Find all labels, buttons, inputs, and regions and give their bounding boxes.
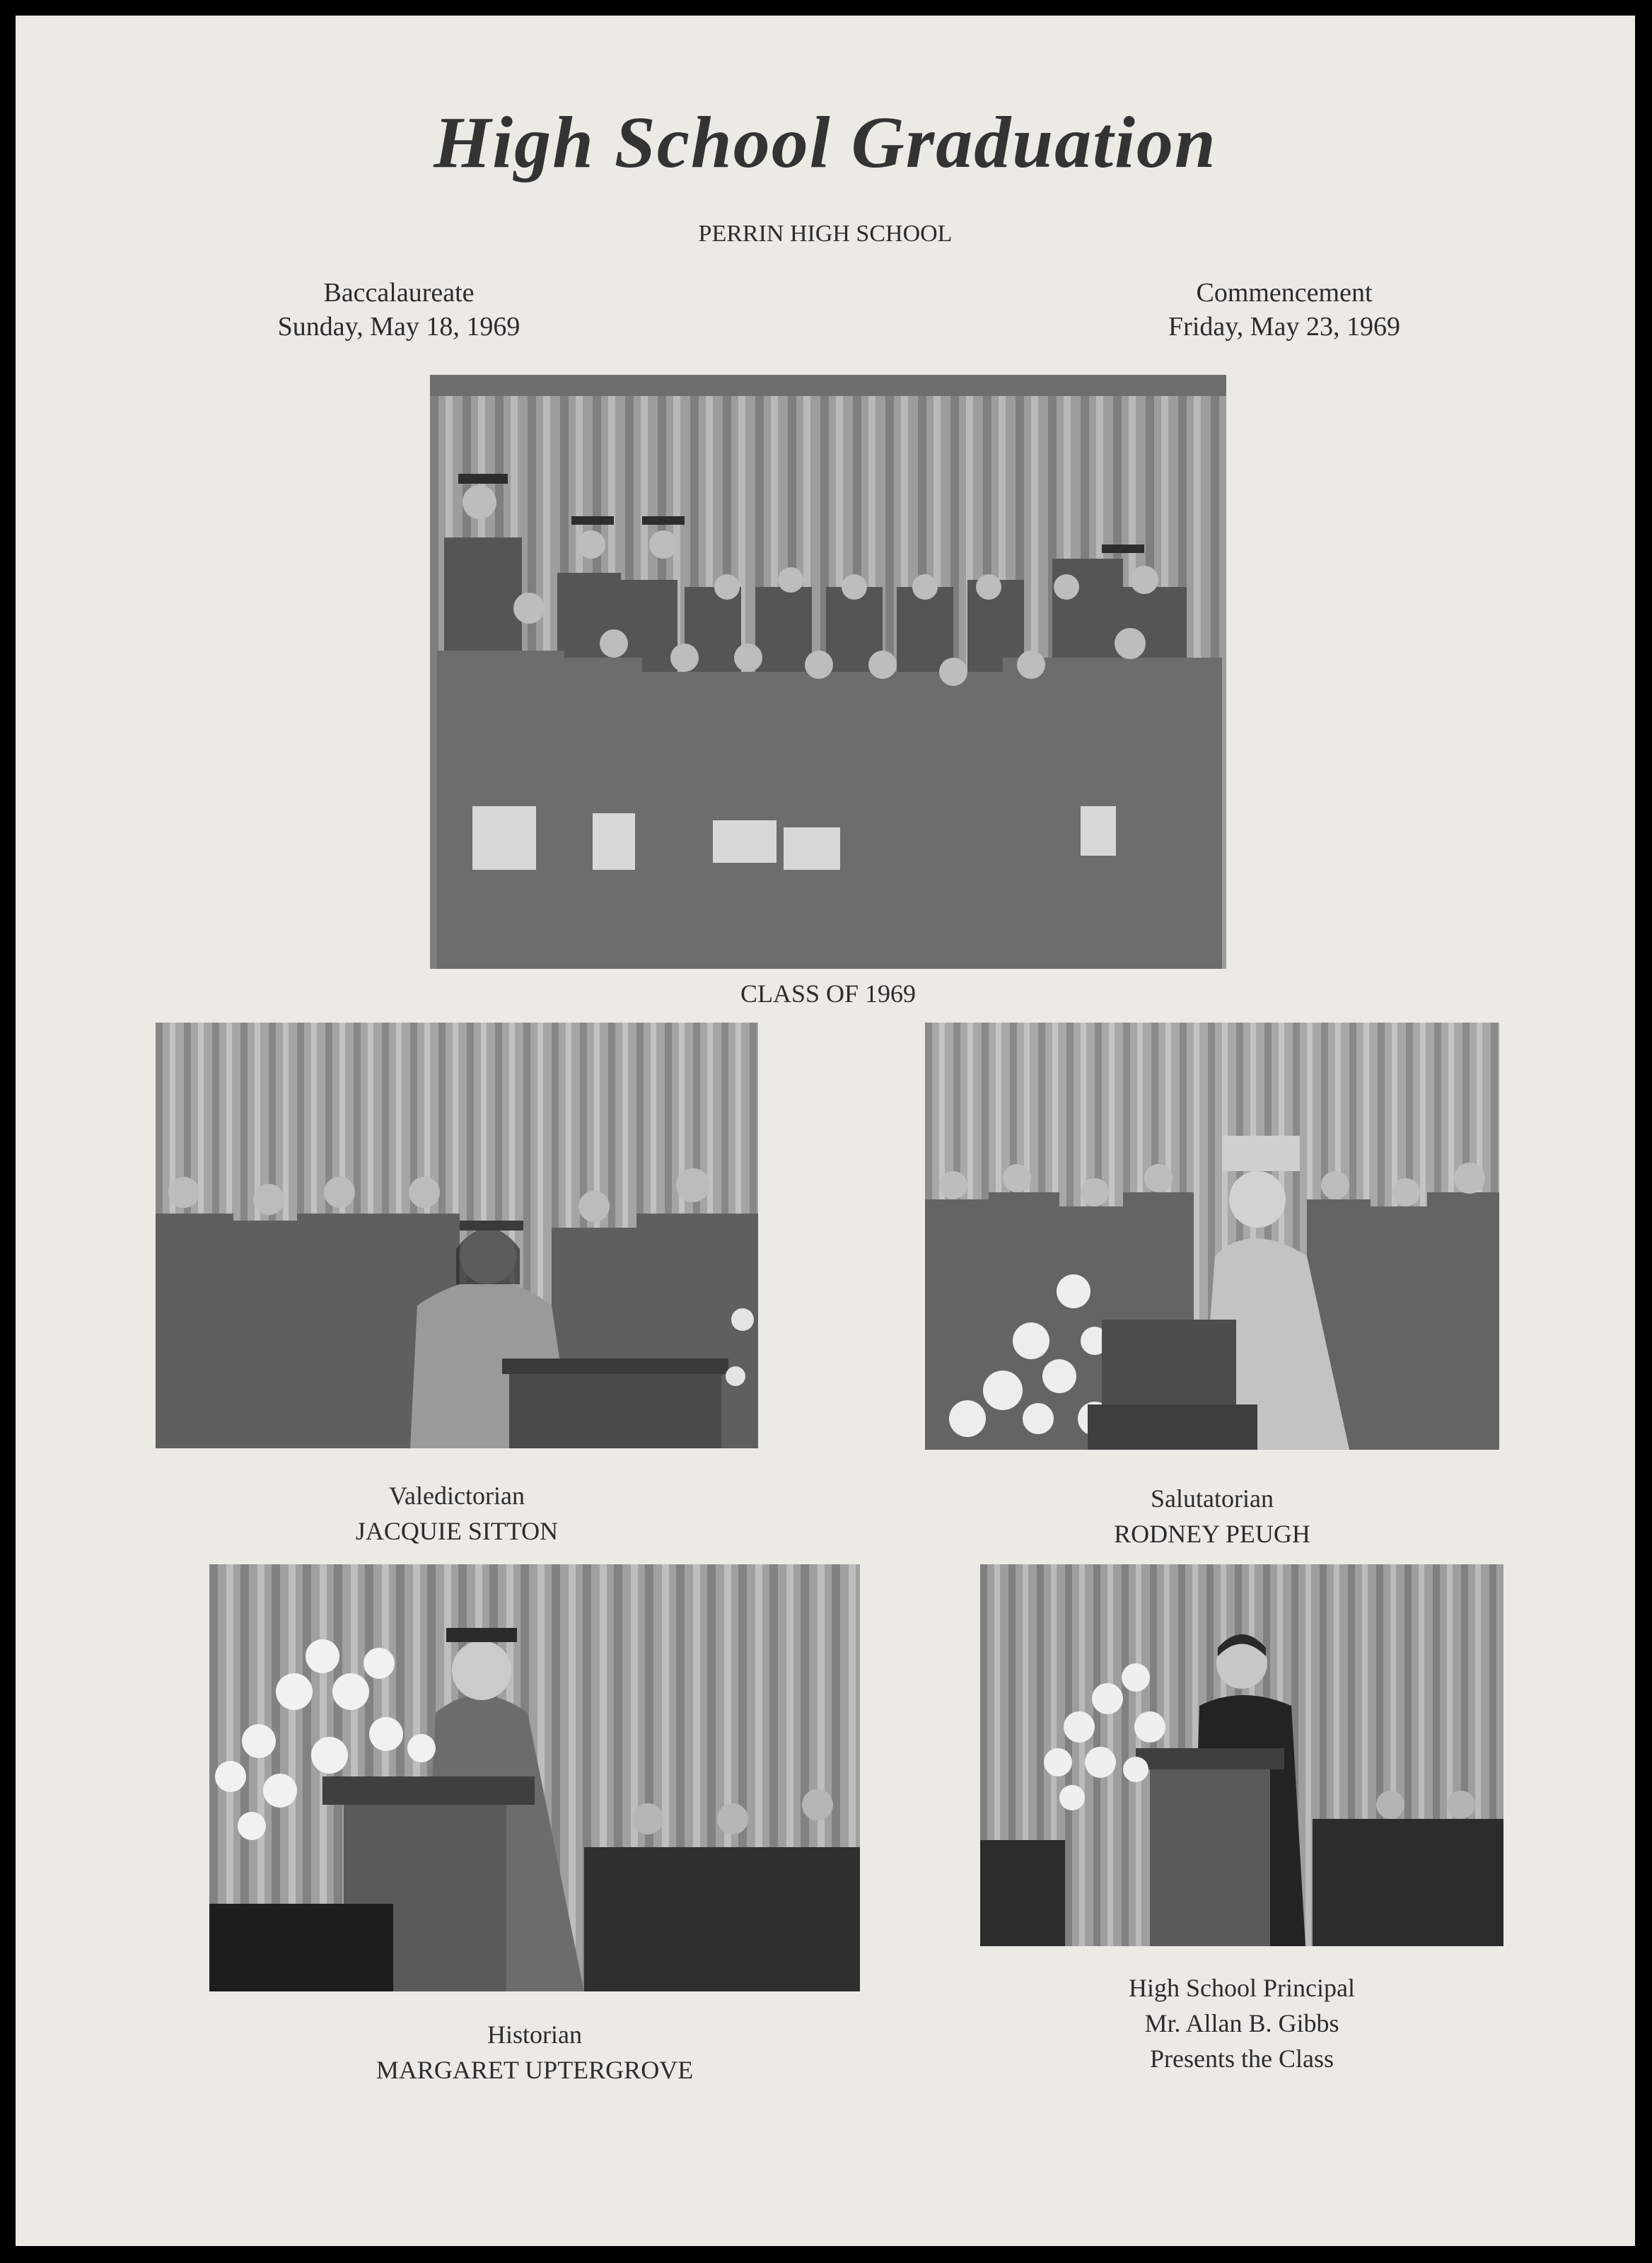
principal-note: Presents the Class [1150, 2044, 1334, 2073]
valedictorian-caption [156, 1478, 758, 1549]
page-title: High School Graduation [434, 102, 1217, 183]
class-photo-caption: CLASS OF 1969 [740, 979, 917, 1008]
salutatorian-photo [925, 1023, 1499, 1450]
baccalaureate-label: Baccalaureate [323, 278, 475, 308]
baccalaureate-date: Sunday, May 18, 1969 [277, 312, 520, 342]
yearbook-page [16, 16, 1635, 2246]
class-photo [430, 375, 1226, 969]
baccalaureate-block [215, 276, 583, 344]
commencement-date: Friday, May 23, 1969 [1168, 312, 1400, 342]
valedictorian-photo [156, 1023, 758, 1448]
salutatorian-role: Salutatorian [1151, 1484, 1274, 1513]
historian-caption [209, 2017, 860, 2088]
salutatorian-name: RODNEY PEUGH [1114, 1520, 1310, 1548]
historian-photo [209, 1564, 860, 1991]
principal-photo [980, 1564, 1503, 1946]
school-name: PERRIN HIGH SCHOOL [698, 221, 953, 247]
historian-name: MARGARET UPTERGROVE [376, 2056, 694, 2084]
principal-name: Mr. Allan B. Gibbs [1144, 2009, 1339, 2037]
commencement-block [1100, 276, 1468, 344]
valedictorian-role: Valedictorian [389, 1482, 525, 1510]
historian-role: Historian [487, 2020, 582, 2049]
salutatorian-caption [925, 1481, 1499, 1552]
principal-caption [980, 1970, 1503, 2076]
principal-title: High School Principal [1129, 1974, 1355, 2002]
valedictorian-name: JACQUIE SITTON [355, 1517, 559, 1545]
commencement-label: Commencement [1196, 278, 1373, 308]
